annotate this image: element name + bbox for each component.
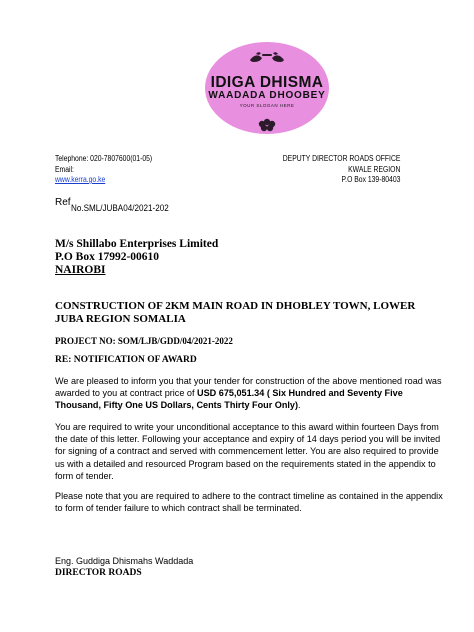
website-link[interactable]: www.kerra.go.ke [55,175,106,184]
signatory-title: DIRECTOR ROADS [55,568,142,578]
addressee-block [55,238,218,277]
subject-line-2: JUBA REGION SOMALIA [55,313,186,325]
contact-block-left [55,154,152,186]
office-title: DEPUTY DIRECTOR ROADS OFFICE [282,154,400,163]
addressee-po-box: P.O Box 17992-00610 [55,251,160,263]
paragraph-timeline: Please note that you are required to adhere to the contract timeline as contained in the appendix to form of tender failure to which contract shall be terminated. [55,491,443,514]
ref-label: Ref [55,197,71,208]
logo-name: IDIGA DHISMA [210,74,324,91]
paragraph-award [55,375,450,412]
re-line: RE: NOTIFICATION OF AWARD [55,355,197,365]
email-line: Email: [55,164,74,174]
subject-heading [55,300,445,326]
logo-slogan: YOUR SLOGAN HERE [239,103,295,108]
subject-line-1: CONSTRUCTION OF 2KM MAIN ROAD IN DHOBLEY TOWN, LOWER [55,300,416,312]
signatory-name: Eng. Guddiga Dhismahs Waddada [55,556,194,566]
contract-price: USD 675,051.34 ( Six Hundred and Seventy Five Thousand, Fifty One US Dollars, Cents Thirty Four Only) [55,388,403,411]
addressee-city: NAIROBI [55,264,106,276]
paragraph-award-text: We are pleased to inform you that your tender for construction of the above mentioned road was awarded to you at contract price of [55,376,442,399]
project-number: PROJECT NO: SOM/LJB/GDD/04/2021-2022 [55,336,233,346]
addressee-company: M/s Shillabo Enterprises Limited [55,238,219,250]
contact-block-right [282,154,400,186]
paragraph-award-end: . [298,400,301,411]
office-region: KWALE REGION [347,164,400,174]
logo-subname: WAADADA DHOOBEY [208,90,326,101]
company-logo [198,40,336,138]
ref-number: No.SML/JUBA04/2021-202 [71,203,169,213]
office-po-box: P.O Box 139-80403 [341,175,400,184]
telephone-line: Telephone: 020-7807600(01-05) [55,154,153,163]
paragraph-acceptance: You are required to write your unconditional acceptance to this award within fourteen Days from the date of this letter. Following your acceptance and expiry of 14 days period you will be invited for signing of a contract and served with commencement letter. You are also required to provide us with a detailed and resourced Program based on the requirements stated in the appendix to form of tender. [55,422,441,481]
